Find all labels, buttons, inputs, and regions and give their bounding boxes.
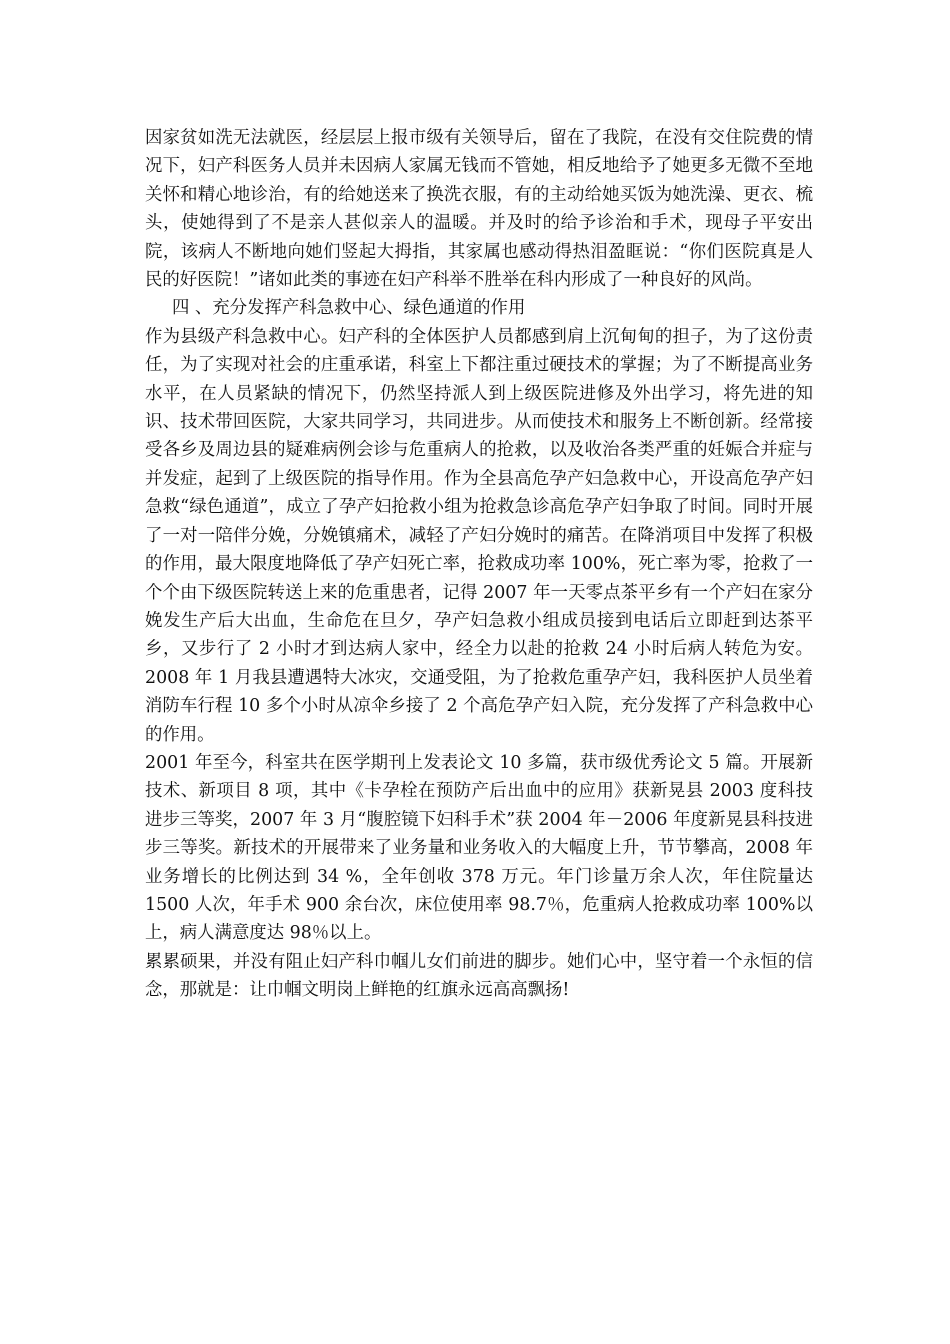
paragraph-emergency-center: 作为县级产科急救中心。妇产科的全体医护人员都感到肩上沉甸甸的担子，为了这份责任，为了实现对社会的庄重承诺，科室上下都注重过硬技术的掌握；为了不断提高业务水平，在人员紧缺的情况下，仍然坚持派人到上级医院进修及外出学习，将先进的知识、技术带回医院，大家共同学习，共同进步。从而使技术和服务上不断创新。经常接受各乡及周边县的疑难病例会诊与危重病人的抢救，以及收治各类严重的妊娠合并症与并发症，起到了上级医院的指导作用。作为全县高危孕产妇急救中心，开设高危孕产妇急救“绿色通道”，成立了孕产妇抢救小组为抢救急诊高危孕产妇争取了时间。同时开展了一对一陪伴分娩，分娩镇痛术，减轻了产妇分娩时的痛苦。在降消项目中发挥了积极的作用，最大限度地降低了孕产妇死亡率，抢救成功率 100%，死亡率为零，抢救了一个个由下级医院转送上来的危重患者，记得 2007 年一天零点茶平乡有一个产妇在家分娩发生产后大出血，生命危在旦夕，孕产妇急救小组成员接到电话后立即赶到达茶平乡，又步行了 2 小时才到达病人家中，经全力以赴的抢救 24 小时后病人转危为安。2008 年 1 月我县遭遇特大冰灾，交通受阻，为了抢救危重孕产妇，我科医护人员坐着消防车行程 10 多个小时从凉伞乡接了 2 个高危孕产妇入院，充分发挥了产科急救中心的作用。 [145,326,813,745]
section-heading-emergency-center: 四 、充分发挥产科急救中心、绿色通道的作用 [172,298,526,319]
document-body [145,124,813,1005]
paragraph-patient-care: 因家贫如洗无法就医，经层层上报市级有关领导后，留在了我院，在没有交住院费的情况下，妇产科医务人员并未因病人家属无钱而不管她，相反地给予了她更多无微不至地关怀和精心地诊治，有的给她送来了换洗衣服，有的主动给她买饭为她洗澡、更衣、梳头，使她得到了不是亲人甚似亲人的温暖。并及时的给予诊治和手术，现母子平安出院，该病人不断地向她们竖起大拇指，其家属也感动得热泪盈眶说：“你们医院真是人民的好医院！”诸如此类的事迹在妇产科举不胜举在科内形成了一种良好的风尚。 [145,128,813,291]
paragraph-conclusion: 累累硕果，并没有阻止妇产科巾帼儿女们前进的脚步。她们心中，坚守着一个永恒的信念，那就是：让巾帼文明岗上鲜艳的红旗永远高高飘扬! [145,951,813,1001]
paragraph-achievements: 2001 年至今，科室共在医学期刊上发表论文 10 多篇，获市级优秀论文 5 篇。开展新技术、新项目 8 项，其中《卡孕栓在预防产后出血中的应用》获新晃县 2003 度科技进步三等奖，2007 年 3 月“腹腔镜下妇科手术”获 2004 年－2006 年度新晃县科技进步三等奖。新技术的开展带来了业务量和业务收入的大幅度上升，节节攀高，2008 年业务增长的比例达到 34 %，全年创收 378 万元。年门诊量万余人次，年住院量达 1500 人次，年手术 900 余台次，床位使用率 98.7％，危重病人抢救成功率 100%以上，病人满意度达 98％以上。 [145,752,813,944]
